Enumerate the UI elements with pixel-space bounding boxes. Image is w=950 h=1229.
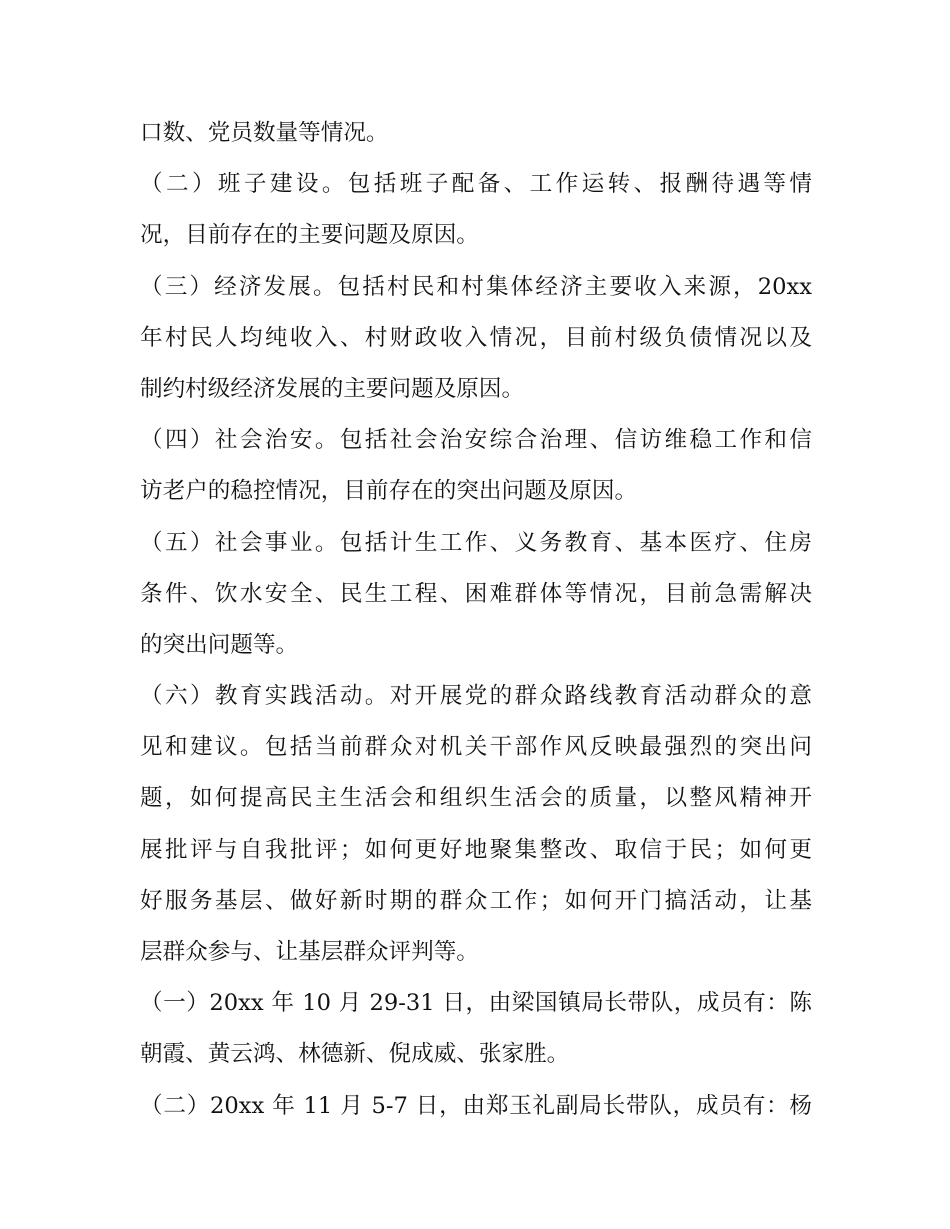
text-line: （六）教育实践活动。对开展党的群众路线教育活动群众的意 bbox=[140, 683, 812, 710]
text-line: 的突出问题等。 bbox=[140, 631, 299, 658]
text-line: （一）20xx 年 10 月 29-31 日，由梁国镇局长带队，成员有：陈 bbox=[140, 990, 812, 1017]
text-line: （二）20xx 年 11 月 5-7 日，由郑玉礼副局长带队，成员有：杨 bbox=[140, 1092, 812, 1119]
text-line: （三）经济发展。包括村民和村集体经济主要收入来源，20xx bbox=[140, 273, 812, 300]
text-line: 制约村级经济发展的主要问题及原因。 bbox=[140, 375, 525, 402]
text-line: 见和建议。包括当前群众对机关干部作风反映最强烈的突出问 bbox=[140, 734, 812, 761]
text-line: 朝霞、黄云鸿、林德新、倪成威、张家胜。 bbox=[140, 1041, 570, 1068]
text-line: 年村民人均纯收入、村财政收入情况，目前村级负债情况以及 bbox=[140, 324, 812, 351]
text-line: 条件、饮水安全、民生工程、困难群体等情况，目前急需解决 bbox=[140, 580, 812, 607]
document-body bbox=[140, 108, 812, 1132]
text-line: 层群众参与、让基层群众评判等。 bbox=[140, 939, 479, 965]
text-line: 展批评与自我批评；如何更好地聚集整改、取信于民；如何更 bbox=[140, 836, 812, 863]
text-line: 好服务基层、做好新时期的群众工作；如何开门搞活动，让基 bbox=[140, 887, 812, 914]
text-line: 况，目前存在的主要问题及原因。 bbox=[140, 222, 479, 249]
text-line: 题，如何提高民主生活会和组织生活会的质量，以整风精神开 bbox=[140, 785, 812, 812]
text-line: （五）社会事业。包括计生工作、义务教育、基本医疗、住房 bbox=[140, 529, 812, 556]
text-line: （二）班子建设。包括班子配备、工作运转、报酬待遇等情 bbox=[140, 171, 812, 198]
text-line: 访老户的稳控情况，目前存在的突出问题及原因。 bbox=[140, 478, 638, 505]
text-line: （四）社会治安。包括社会治安综合治理、信访维稳工作和信 bbox=[140, 427, 812, 454]
text-line: 口数、党员数量等情况。 bbox=[140, 120, 389, 146]
